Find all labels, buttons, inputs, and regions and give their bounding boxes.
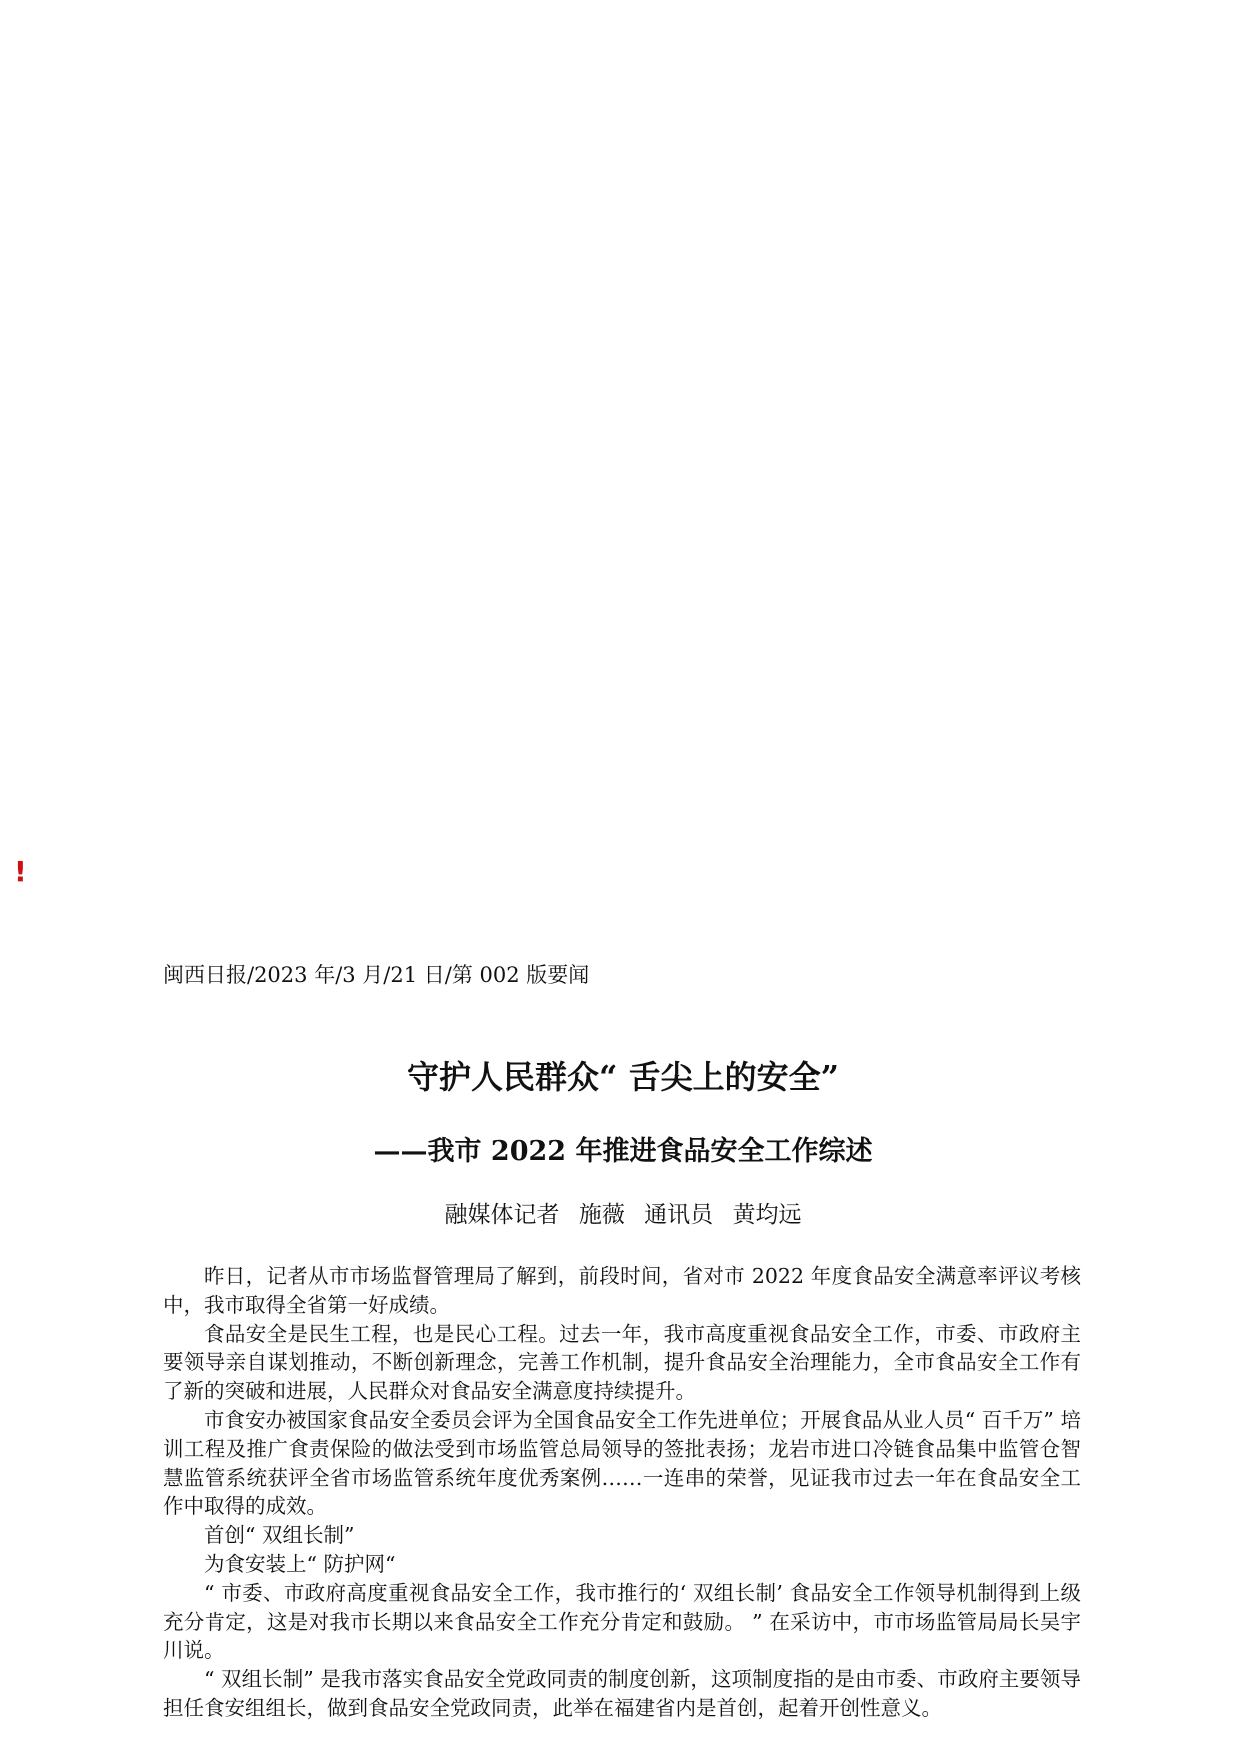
paragraph: “ 双组长制” 是我市落实食品安全党政同责的制度创新，这项制度指的是由市委、市政府主要领导担任食安组组长，做到食品安全党政同责，此举在福建省内是首创，起着开创性意义。 (163, 1667, 1081, 1720)
article-subtitle: ——我市 2022 年推进食品安全工作综述 (373, 1136, 873, 1167)
paragraph: 昨日，记者从市市场监督管理局了解到，前段时间，省对市 2022 年度食品安全满意率评议考核中，我市取得全省第一好成绩。 (163, 1264, 1081, 1317)
section-heading: 为食安装上“ 防护网“ (204, 1551, 396, 1576)
section-heading: 首创“ 双组长制” (204, 1523, 355, 1548)
red-exclamation-marker: ! (14, 855, 27, 888)
paragraph: “ 市委、市政府高度重视食品安全工作，我市推行的‘ 双组长制’ 食品安全工作领导机制得到上级充分肯定，这是对我市长期以来食品安全工作充分肯定和鼓励。 ” 在采访中，市市场监管局局长吴宇川说。 (163, 1580, 1081, 1663)
article-body (163, 1262, 1081, 1723)
paragraph: 市食安办被国家食品安全委员会评为全国食品安全工作先进单位；开展食品从业人员“ 百千万” 培训工程及推广食责保险的做法受到市场监管总局领导的签批表扬；龙岩市进口冷链食品集中监管仓智慧监管系统获评全省市场监管系统年度优秀案例……一连串的荣誉，见证我市过去一年在食品安全工作中取得的成效。 (163, 1407, 1081, 1519)
paragraph: 食品安全是民生工程，也是民心工程。过去一年，我市高度重视食品安全工作，市委、市政府主要领导亲自谋划推动，不断创新理念，完善工作机制，提升食品安全治理能力，全市食品安全工作有了新的突破和进展，人民群众对食品安全满意度持续提升。 (163, 1321, 1081, 1404)
source-line: 闽西日报/2023 年/3 月/21 日/第 002 版要闻 (163, 963, 590, 987)
article-title: 守护人民群众“ 舌尖上的安全” (407, 1058, 839, 1096)
byline: 融媒体记者 施薇 通讯员 黄均远 (444, 1202, 802, 1228)
